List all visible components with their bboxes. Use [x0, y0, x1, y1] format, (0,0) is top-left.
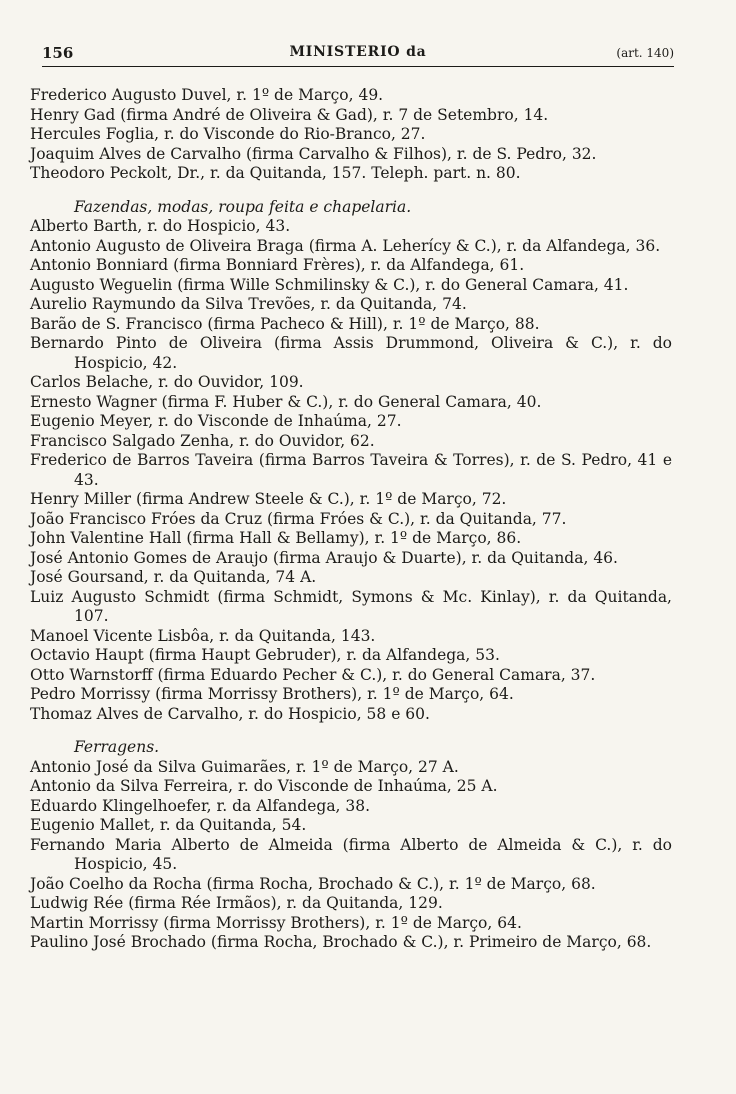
directory-listing [30, 86, 672, 953]
list-item: Barão de S. Francisco (firma Pacheco & Hill), r. 1º de Março, 88. [30, 314, 540, 333]
article-reference: (art. 140) [616, 46, 674, 60]
list-item: Otto Warnstorff (firma Eduardo Pecher & C.), r. do General Camara, 37. [30, 665, 596, 684]
list-item: João Coelho da Rocha (firma Rocha, Brochado & C.), r. 1º de Março, 68. [30, 874, 596, 893]
section-1 [30, 198, 672, 725]
list-item: Antonio Augusto de Oliveira Braga (firma A. Leherícy & C.), r. da Alfandega, 36. [30, 236, 661, 255]
list-item: Francisco Salgado Zenha, r. do Ouvidor, 62. [30, 431, 375, 450]
list-item: Ernesto Wagner (firma F. Huber & C.), r. do General Camara, 40. [30, 392, 542, 411]
list-item: Manoel Vicente Lisbôa, r. da Quitanda, 143. [30, 626, 376, 645]
list-item: Joaquim Alves de Carvalho (firma Carvalho & Filhos), r. de S. Pedro, 32. [30, 144, 597, 163]
section-0 [30, 86, 672, 184]
list-item: Martin Morrissy (firma Morrissy Brothers), r. 1º de Março, 64. [30, 913, 522, 932]
list-item: Pedro Morrissy (firma Morrissy Brothers), r. 1º de Março, 64. [30, 685, 514, 703]
list-item: Fernando Maria Alberto de Almeida (firma Alberto de Almeida & C.), r. do Hospicio, 45. [30, 835, 672, 873]
page-header [42, 44, 674, 67]
list-item: Carlos Belache, r. do Ouvidor, 109. [30, 373, 304, 391]
list-item: Frederico Augusto Duvel, r. 1º de Março, 49. [30, 86, 384, 104]
list-item: Henry Miller (firma Andrew Steele & C.), r. 1º de Março, 72. [30, 490, 507, 508]
list-item: Paulino José Brochado (firma Rocha, Brochado & C.), r. Primeiro de Março, 68. [30, 933, 652, 951]
list-item: Eugenio Mallet, r. da Quitanda, 54. [30, 816, 307, 834]
list-item: José Antonio Gomes de Araujo (firma Araujo & Duarte), r. da Quitanda, 46. [30, 548, 618, 567]
list-item: Bernardo Pinto de Oliveira (firma Assis Drummond, Oliveira & C.), r. do Hospicio, 42. [30, 334, 672, 372]
section-2 [30, 738, 672, 953]
running-title: MINISTERIO da [289, 44, 427, 60]
list-item: Frederico de Barros Taveira (firma Barros Taveira & Torres), r. de S. Pedro, 41 e 43. [30, 451, 672, 489]
list-item: Augusto Weguelin (firma Wille Schmilinsky & C.), r. do General Camara, 41. [30, 275, 629, 294]
list-item: Aurelio Raymundo da Silva Trevões, r. da Quitanda, 74. [30, 295, 467, 313]
list-item: Antonio da Silva Ferreira, r. do Visconde de Inhaúma, 25 A. [30, 777, 498, 795]
list-item: João Francisco Fróes da Cruz (firma Fróes & C.), r. da Quitanda, 77. [30, 509, 567, 528]
list-item: Luiz Augusto Schmidt (firma Schmidt, Symons & Mc. Kinlay), r. da Quitanda, 107. [30, 587, 672, 625]
list-item: José Goursand, r. da Quitanda, 74 A. [30, 568, 317, 586]
list-item: Henry Gad (firma André de Oliveira & Gad), r. 7 de Setembro, 14. [30, 105, 549, 124]
list-item: Theodoro Peckolt, Dr., r. da Quitanda, 157. Teleph. part. n. 80. [30, 164, 521, 182]
page-number: 156 [42, 44, 74, 62]
list-item: Antonio José da Silva Guimarães, r. 1º de Março, 27 A. [30, 757, 459, 776]
list-item: Eugenio Meyer, r. do Visconde de Inhaúma, 27. [30, 412, 402, 430]
list-item: Octavio Haupt (firma Haupt Gebruder), r. da Alfandega, 53. [30, 646, 500, 664]
section-title: Fazendas, modas, roupa feita e chapelaria. [74, 197, 412, 216]
list-item: Hercules Foglia, r. do Visconde do Rio-Branco, 27. [30, 125, 426, 143]
list-item: Ludwig Rée (firma Rée Irmãos), r. da Quitanda, 129. [30, 894, 443, 912]
list-item: John Valentine Hall (firma Hall & Bellamy), r. 1º de Março, 86. [30, 529, 522, 547]
list-item: Antonio Bonniard (firma Bonniard Frères), r. da Alfandega, 61. [30, 256, 525, 274]
list-item: Eduardo Klingelhoefer, r. da Alfandega, 38. [30, 796, 371, 815]
section-title: Ferragens. [74, 738, 160, 756]
list-item: Thomaz Alves de Carvalho, r. do Hospicio, 58 e 60. [30, 704, 430, 723]
list-item: Alberto Barth, r. do Hospicio, 43. [30, 217, 291, 235]
